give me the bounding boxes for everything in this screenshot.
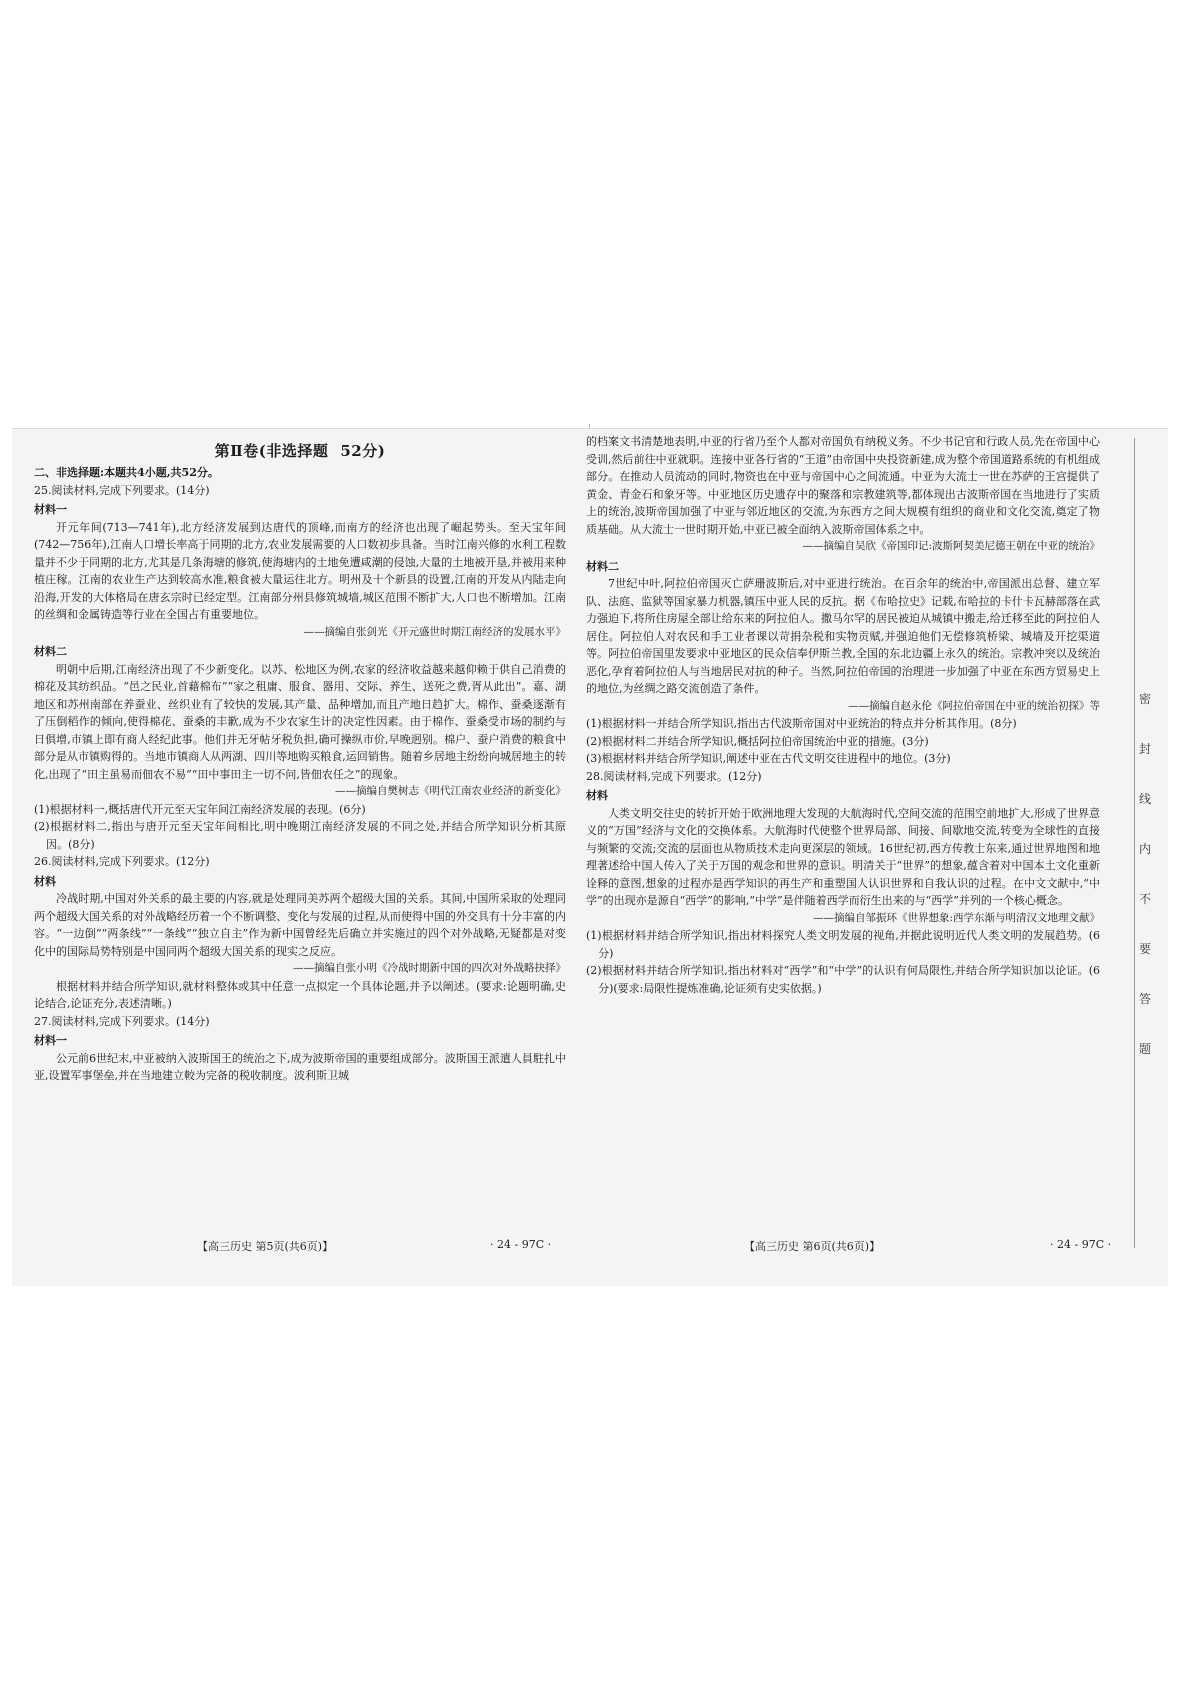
- q27-material1-text-right: 的档案文书清楚地表明,中亚的行省乃至个人都对帝国负有纳税义务。不少书记官和行政人员,先在帝国中心受训,然后前往中亚就职。连接中亚各行省的“王道”由帝国中央投资新建,成为整个帝国道路系统的有机组成部分。在推动人员流动的同时,物资也在中亚与帝国中心之间流通。中亚为大流士一世在苏萨的王宫提供了黄金、青金石和象牙等。中亚地区历史遗存中的聚落和宗教建筑等,都体现出古波斯帝国在当地进行了实质上的统治,波斯帝国加强了中亚与邻近地区的交流,为东西方之间大规模有组织的商业和文化交流,奠定了物质基础。从大流士一世时期开始,中亚已被全面纳入波斯帝国体系之中。: [586, 435, 1100, 536]
- section-title-text: 第Ⅱ卷(非选择题: [214, 442, 329, 460]
- q27-material2-source: ——摘编自赵永伦《阿拉伯帝国在中亚的统治初探》等: [848, 699, 1100, 712]
- q25-sub2: (2)根据材料二,指出与唐开元至天宝年间相比,明中晚期江南经济发展的不同之处,并结合所学知识分析其原因。(8分): [34, 820, 566, 851]
- footer-left-code: · 24 - 97C ·: [490, 1238, 552, 1251]
- q27-sub1: (1)根据材料一并结合所学知识,指出古代波斯帝国对中亚统治的特点并分析其作用。(8分): [586, 717, 1017, 730]
- q27-sub2: (2)根据材料二并结合所学知识,概括阿拉伯帝国统治中亚的措施。(3分): [586, 734, 929, 748]
- q25-material2-label: 材料二: [34, 645, 67, 658]
- left-column: [34, 439, 566, 1085]
- q27-material1-source: ——摘编自吴欣《帝国印记:波斯阿契美尼德王朝在中亚的统治》: [802, 540, 1100, 552]
- footer-right-page: 【高三历史 第6页(共6页)】: [744, 1240, 881, 1253]
- section-score: 52分): [340, 442, 386, 460]
- q26-material-source: ——摘编自张小明《冷战时期新中国的四次对外战略抉择》: [293, 962, 566, 974]
- q28-material-label: 材料: [586, 789, 608, 802]
- q25-material2-source: ——摘编自樊树志《明代江南农业经济的新变化》: [335, 785, 566, 797]
- q26-material-label: 材料: [34, 874, 56, 888]
- q26-task: 根据材料并结合所学知识,就材料整体或其中任意一点拟定一个具体论题,并予以阐述。(要求:论题明确,史论结合,论证充分,表述清晰。): [34, 979, 566, 1010]
- q27-material1-text-left: 公元前6世纪末,中亚被纳入波斯国王的统治之下,成为波斯帝国的重要组成部分。波斯国王派遣人員駐扎中亚,设置军事堡垒,并在当地建立較为完备的税收制度。波利斯卫城: [34, 1051, 566, 1082]
- footer-right-code: · 24 - 97C ·: [1050, 1238, 1112, 1251]
- seal-char: 内: [1139, 842, 1152, 856]
- seal-char: 线: [1139, 792, 1152, 806]
- q27-sub3: (3)根据材料并结合所学知识,阐述中亚在古代文明交往进程中的地位。(3分): [586, 752, 951, 765]
- q26-head: 26.阅读材料,完成下列要求。(12分): [34, 855, 210, 868]
- q25-head: 25.阅读材料,完成下列要求。(14分): [34, 483, 210, 497]
- seal-char: 答: [1139, 992, 1152, 1006]
- q28-material-text: 人类文明交往史的转折开始于欧洲地理大发现的大航海时代,空间交流的范围空前地扩大,形成了世界意义的“万国”经济与文化的交换体系。大航海时代使整个世界局部、间接、间歇地交流,转变为全球性的直接与频繁的交流;交流的层面也从物质技术走向更深层的领域。16世纪初,西方传教士东来,通过世界地图和地理著述给中国人传入了关于万国的观念和世界的意识。明清关于“世界”的想象,蕴含着对中国本土文化重新诠释的意图,想象的过程亦是西学知识的再生产和重塑国人认识世界和自我认识的过程。在中文文献中,“中学”的出现亦是源自“西学”的影响,“中学”是伴随着西学而衍生出来的与“西学”并列的一个核心概念。: [586, 806, 1100, 907]
- q25-sub1: (1)根据材料一,概括唐代开元至天宝年间江南经济发展的表现。(6分): [34, 802, 366, 816]
- q26-material-text: 冷战时期,中国对外关系的最主要的内容,就是处理同美苏两个超级大国的关系。其间,中国所采取的处理同两个超级大国关系的对外战略经历着一个不断调整、变化与发展的过程,从而使得中国的外交具有十分丰富的内容。“一边倒”“两条线”“一条线”“独立自主”作为新中国曾经先后确立并实施过的四个对外战略,无疑都是对变化中的国际局势特别是中国同两个超级大国关系的现实之反应。: [34, 892, 566, 958]
- seal-char: 封: [1139, 742, 1152, 756]
- q28-sub1: (1)根据材料并结合所学知识,指出材料探究人类文明发展的视角,并据此说明近代人类文明的发展趋势。(6分): [586, 929, 1100, 960]
- footer-left-page: 【高三历史 第5页(共6页)】: [197, 1240, 334, 1253]
- q27-head: 27.阅读材料,完成下列要求。(14分): [34, 1014, 210, 1028]
- section-title: [34, 439, 566, 463]
- q27-material1-label: 材料一: [34, 1034, 67, 1047]
- q25-material1-label: 材料一: [34, 503, 67, 516]
- seal-line-strip: [1134, 438, 1157, 1248]
- q28-material-source: ——摘编自邹振环《世界想象:西学东渐与明清汉文地理文献》: [812, 911, 1100, 924]
- seal-char: 密: [1139, 692, 1152, 706]
- right-column: [586, 433, 1100, 997]
- q28-sub2: (2)根据材料并结合所学知识,指出材料对“西学”和“中学”的认识有何局限性,并结合所学知识加以论证。(6分)(要求:局限性提炼准确,论证须有史实依据。): [586, 964, 1100, 995]
- q25-material1-source: ——摘编自张剑光《开元盛世时期江南经济的发展水平》: [303, 625, 566, 638]
- seal-char: 要: [1139, 942, 1152, 956]
- q25-material2-text: 明朝中后期,江南经济出现了不少新变化。以苏、松地区为例,农家的经济收益越来越仰赖于供自己消费的棉花及其纺织品。“邑之民业,首藉棉布”“家之租庸、服食、器用、交际、养生、送死之费,胥从此出”。嘉、湖地区和苏州南部在养蚕业、丝织业有了较快的发展,其产量、品种增加,而且产地日趋扩大。棉作、蚕桑逐渐有了压倒稻作的倾向,使得棉花、蚕桑的丰歉,成为不少农家生计的决定性因素。由于棉作、蚕桑受市场的制约与日俱增,市镇上即有商人经纪此事。他们并无牙帖牙税负担,确可操纵市价,早晚迥别。棉户、蚕户消费的粮食中部分是从市镇购得的。当地市镇商人从两湖、四川等地购买粮食,运回销售。随着乡居地主纷纷向城居地主的转化,出现了“田主虽易而佃农不易”“田中事田主一切不问,皆佃农任之”的现象。: [34, 662, 566, 781]
- exam-sheet: [12, 428, 1168, 1286]
- q27-material2-label: 材料二: [586, 559, 619, 573]
- section-instruction: 二、非选择题:本题共4小题,共52分。: [34, 466, 219, 479]
- seal-char: 不: [1139, 892, 1152, 906]
- q25-material1-text: 开元年间(713—741年),北方经济发展到达唐代的顶峰,而南方的经济也出现了崛起势头。至天宝年间(742—756年),江南人口增长率高于同期的北方,农业发展需要的人口数初步具备。当时江南兴修的水利工程数量并不少于同期的北方,尤其是几条海塘的修筑,使海塘内的土地免遭咸潮的侵蚀,大量的土地被开垦,并被用来种植庄稼。江南的农业生产达到较高水准,粮食被大量运往北方。明州及十个新县的设置,江南的开发从内陆走向沿海,开发的大体格局在唐玄宗时已经定型。江南部分州县修筑城墙,城区范围不断扩大,人口也不断增加。江南的丝绸和金属铸造等行业在全国占有重要地位。: [34, 520, 566, 621]
- q27-material2-text: 7世纪中叶,阿拉伯帝国灭亡萨珊波斯后,对中亚进行统治。在百余年的统治中,帝国派出总督、建立军队、法庭、监狱等国家暴力机器,镇压中亚人民的反抗。据《布哈拉史》记载,布哈拉的卡什卡瓦赫部落在武力强迫下,将所住房屋全部让给东来的阿拉伯人。撒马尔罕的居民被迫从城镇中搬走,给迁移至此的阿拉伯人居住。阿拉伯人对农民和手工业者课以苛捐杂税和实物贡赋,并强迫他们无偿修筑桥梁、城墙及开挖渠道等。阿拉伯帝国里发要求中亚地区的民众信奉伊斯兰教,全国的东北边疆上永久的统治。宗教冲突以及统治恶化,孕育着阿拉伯人与当地居民对抗的种子。当然,阿拉伯帝国的治理进一步加强了中亚在东西方贸易史上的地位,为丝绸之路交流创造了条件。: [586, 577, 1100, 695]
- q28-head: 28.阅读材料,完成下列要求。(12分): [586, 769, 762, 783]
- seal-char: 题: [1139, 1042, 1152, 1056]
